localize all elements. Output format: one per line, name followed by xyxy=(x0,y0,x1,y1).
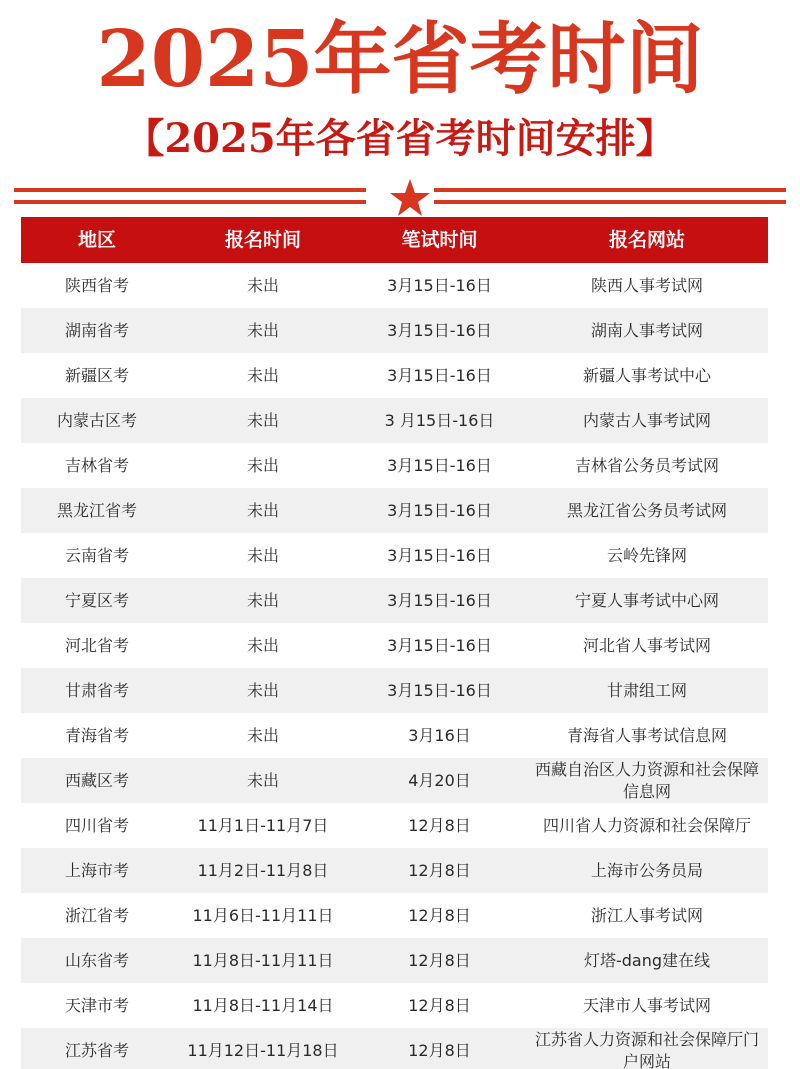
cell-region: 陕西省考 xyxy=(64,275,129,295)
cell-registration-time: 未出 xyxy=(246,320,279,340)
divider-line-right-bottom xyxy=(434,200,786,204)
cell-registration-time: 11月6日-11月11日 xyxy=(192,905,334,925)
cell-region: 湖南省考 xyxy=(64,320,129,340)
cell-exam-time: 3月15日-16日 xyxy=(387,455,492,475)
cell-region: 西藏区考 xyxy=(64,770,129,790)
cell-registration-time: 未出 xyxy=(246,545,279,565)
divider-line-left-top xyxy=(14,188,366,192)
cell-region: 宁夏区考 xyxy=(64,590,129,610)
cell-exam-time: 3月15日-16日 xyxy=(387,365,492,385)
header-region: 地区 xyxy=(77,229,116,251)
cell-registration-time: 未出 xyxy=(246,725,279,745)
cell-region: 新疆区考 xyxy=(64,365,129,385)
page-title: 2025年省考时间 xyxy=(96,14,704,105)
cell-registration-site: 江苏省人力资源和社会保障厅门户网站 xyxy=(534,1029,759,1069)
table-row xyxy=(21,308,768,353)
cell-registration-time: 未出 xyxy=(246,635,279,655)
table-row xyxy=(21,533,768,578)
cell-exam-time: 12月8日 xyxy=(408,950,471,970)
cell-registration-time: 未出 xyxy=(246,500,279,520)
cell-region: 内蒙古区考 xyxy=(56,410,137,430)
cell-registration-site: 陕西人事考试网 xyxy=(590,275,703,295)
table-row xyxy=(21,848,768,893)
cell-registration-time: 未出 xyxy=(246,770,279,790)
table-row xyxy=(21,443,768,488)
cell-registration-time: 未出 xyxy=(246,410,279,430)
cell-registration-site: 青海省人事考试信息网 xyxy=(566,725,727,745)
cell-region: 江苏省考 xyxy=(64,1040,129,1060)
table-row xyxy=(21,398,768,443)
cell-region: 四川省考 xyxy=(64,815,129,835)
page-subtitle: 【2025年各省省考时间安排】 xyxy=(124,115,676,162)
header-exam-time: 笔试时间 xyxy=(401,229,478,251)
cell-region: 河北省考 xyxy=(64,635,129,655)
cell-region: 吉林省考 xyxy=(64,455,129,475)
cell-exam-time: 3月15日-16日 xyxy=(387,500,492,520)
divider-line-right-top xyxy=(434,188,786,192)
cell-registration-site: 河北省人事考试网 xyxy=(582,635,711,655)
table-row xyxy=(21,713,768,758)
cell-registration-time: 11月1日-11月7日 xyxy=(197,815,329,835)
cell-registration-time: 未出 xyxy=(246,455,279,475)
cell-registration-site: 湖南人事考试网 xyxy=(590,320,703,340)
cell-exam-time: 12月8日 xyxy=(408,815,471,835)
table-row xyxy=(21,488,768,533)
cell-exam-time: 3月15日-16日 xyxy=(387,680,492,700)
table-row xyxy=(21,353,768,398)
table-row xyxy=(21,983,768,1028)
cell-registration-time: 11月8日-11月11日 xyxy=(192,950,334,970)
header-registration-time: 报名时间 xyxy=(224,229,301,251)
cell-region: 云南省考 xyxy=(64,545,129,565)
table-row xyxy=(21,803,768,848)
cell-registration-site: 内蒙古人事考试网 xyxy=(582,410,711,430)
cell-registration-time: 未出 xyxy=(246,365,279,385)
cell-registration-time: 11月12日-11月18日 xyxy=(187,1040,339,1060)
table-row xyxy=(21,263,768,308)
cell-registration-time: 11月2日-11月8日 xyxy=(197,860,329,880)
table-header xyxy=(21,217,768,263)
cell-exam-time: 3月15日-16日 xyxy=(387,320,492,340)
table-row xyxy=(21,938,768,983)
decorative-divider xyxy=(14,178,786,218)
cell-region: 上海市考 xyxy=(64,860,129,880)
table-row xyxy=(21,668,768,713)
star-icon xyxy=(387,178,433,218)
cell-registration-site: 新疆人事考试中心 xyxy=(582,365,711,385)
cell-exam-time: 3月15日-16日 xyxy=(387,635,492,655)
cell-registration-site: 黑龙江省公务员考试网 xyxy=(566,500,727,520)
cell-exam-time: 12月8日 xyxy=(408,905,471,925)
table-row xyxy=(21,578,768,623)
table-body xyxy=(21,263,768,1069)
cell-region: 青海省考 xyxy=(64,725,129,745)
cell-registration-site: 西藏自治区人力资源和社会保障信息网 xyxy=(534,759,759,801)
cell-exam-time: 12月8日 xyxy=(408,995,471,1015)
cell-registration-time: 未出 xyxy=(246,590,279,610)
cell-region: 黑龙江省考 xyxy=(56,500,137,520)
cell-exam-time: 4月20日 xyxy=(408,770,471,790)
cell-registration-site: 云岭先锋网 xyxy=(606,545,687,565)
cell-exam-time: 3月15日-16日 xyxy=(387,590,492,610)
exam-schedule-table xyxy=(21,217,768,1069)
table-row xyxy=(21,1028,768,1069)
cell-exam-time: 3 月15日-16日 xyxy=(384,410,495,430)
cell-registration-site: 灯塔-dang建在线 xyxy=(583,950,711,970)
cell-exam-time: 12月8日 xyxy=(408,1040,471,1060)
cell-registration-site: 四川省人力资源和社会保障厅 xyxy=(542,815,751,835)
cell-exam-time: 3月16日 xyxy=(408,725,471,745)
cell-exam-time: 12月8日 xyxy=(408,860,471,880)
cell-registration-site: 宁夏人事考试中心网 xyxy=(574,590,719,610)
cell-registration-time: 未出 xyxy=(246,275,279,295)
cell-region: 甘肃省考 xyxy=(64,680,129,700)
cell-registration-time: 11月8日-11月14日 xyxy=(192,995,334,1015)
cell-registration-site: 吉林省公务员考试网 xyxy=(574,455,719,475)
cell-registration-site: 浙江人事考试网 xyxy=(590,905,703,925)
divider-line-left-bottom xyxy=(14,200,366,204)
cell-region: 浙江省考 xyxy=(64,905,129,925)
cell-registration-site: 上海市公务员局 xyxy=(590,860,703,880)
table-row xyxy=(21,758,768,803)
cell-registration-site: 天津市人事考试网 xyxy=(582,995,711,1015)
cell-registration-site: 甘肃组工网 xyxy=(606,680,687,700)
cell-exam-time: 3月15日-16日 xyxy=(387,275,492,295)
table-row xyxy=(21,893,768,938)
header-registration-site: 报名网站 xyxy=(608,229,685,251)
table-row xyxy=(21,623,768,668)
cell-region: 天津市考 xyxy=(64,995,129,1015)
cell-registration-time: 未出 xyxy=(246,680,279,700)
cell-exam-time: 3月15日-16日 xyxy=(387,545,492,565)
cell-region: 山东省考 xyxy=(64,950,129,970)
